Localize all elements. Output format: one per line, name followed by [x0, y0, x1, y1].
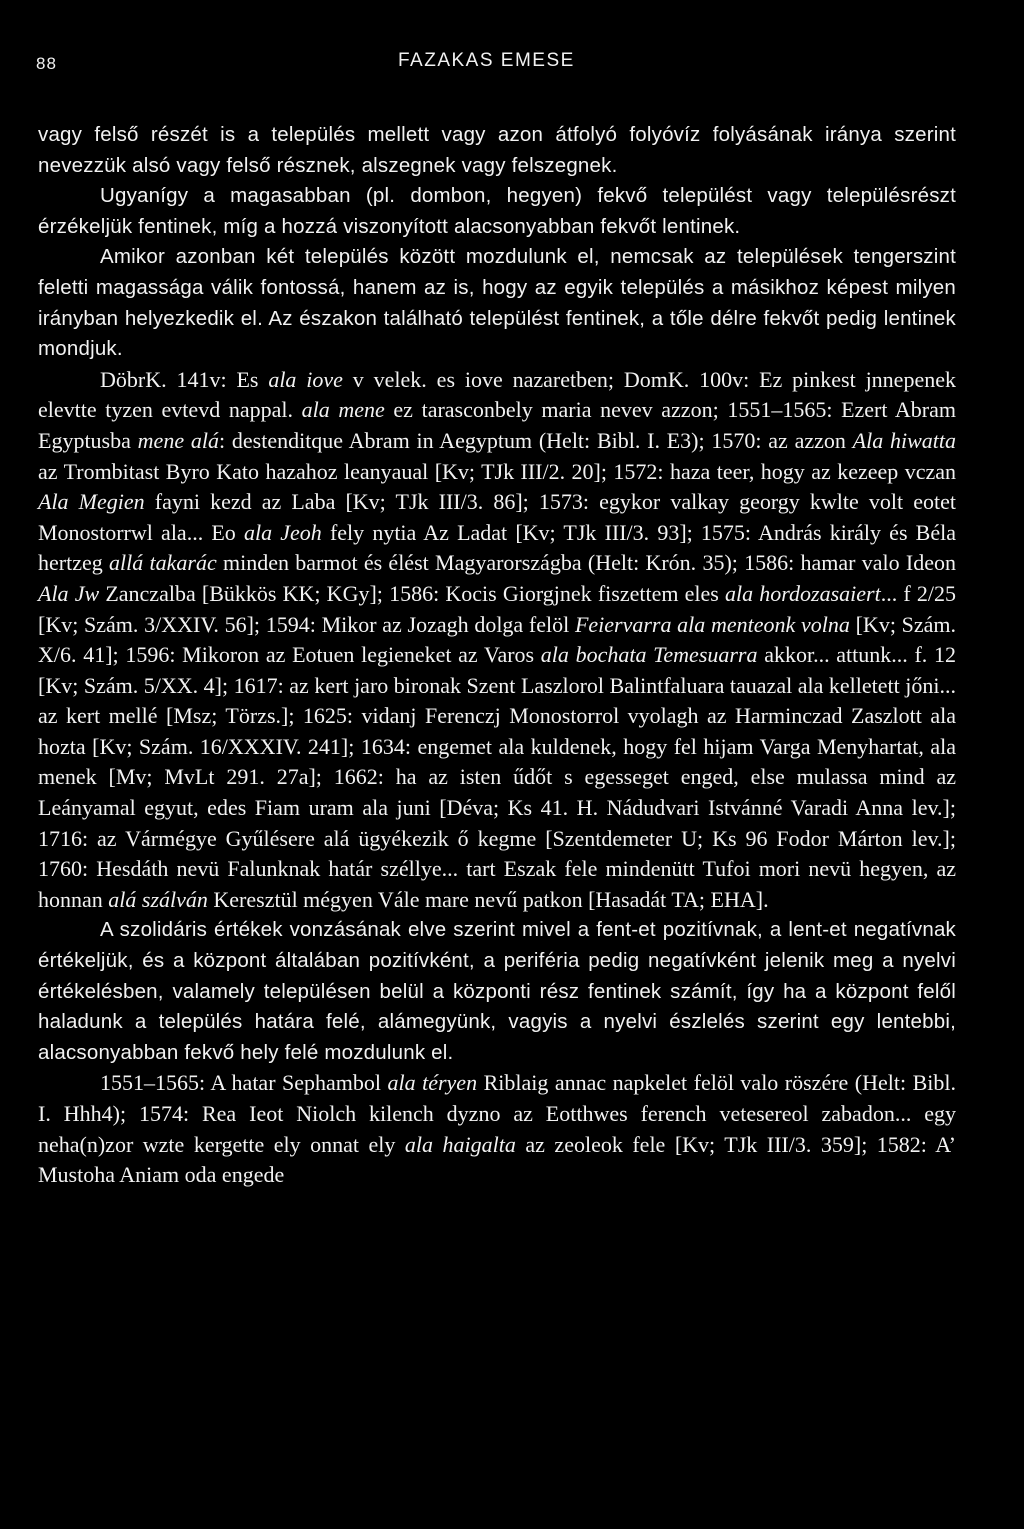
text-run: az zeoleok fele [Kv; TJk III/3. 359]; 1582: A’ Mustoha Aniam oda engede — [38, 1131, 956, 1188]
italic-run: ala hordozasaiert — [725, 580, 881, 606]
text-run: Riblaig annac napkelet felöl valo röszére (Helt: Bibl. I. Hhh4); 1574: Rea Ieot Niolch kilench dyzno az Eotthwes ferench vetesereol zabadon... egy neha(n)zor wzte kergette ely onnat ely — [38, 1070, 956, 1157]
italic-run: Ala hiwatta — [852, 427, 957, 453]
page-number: 88 — [36, 54, 57, 73]
text-run: 1551–1565: A hatar Sephambol — [100, 1070, 388, 1096]
italic-run: ala Jeoh — [243, 519, 322, 545]
text-run: A szolidáris értékek vonzásának elve szerint mivel a fent-et pozitívnak, a lent-et negatívnak értékeljük, és a központ általában pozitívként, a periféria pedig negatívként jelenik meg a nyelvi értékelésben, valamely településen belül a központi rész fentinek számít, így ha a központ felől haladunk a település határa felé, alámegyünk, vagyis a nyelvi észlelés szerint egy lentebbi, alacsonyabban fekvő hely felé mozdulunk el. — [38, 918, 956, 1064]
italic-run: allá takarác — [109, 550, 217, 576]
text-run: akkor... attunk... f. 12 [Kv; Szám. 5/XX. 4]; 1617: az kert jaro bironak Szent Laszlorol Balintfaluara tauazal ala kelletett jőni... az kert mellé [Msz; Törzs.]; 1625: vidanj Ferenczj Monostorrol vyolagh az Harminczad Zaszlott ala hozta [Kv; Szám. 16/XXXIV. 241]; 1634: engemet ala kuldenek, hogy fel hijam Varga Menyhartat, ala menek [Mv; MvLt 291. 27a]; 1662: ha az isten űdőt s egesseget enged, else mulassa mind az Leányamal egyut, edes Fiam uram ala juni [Déva; Ks 41. H. Nádudvari Istvánné Varadi Anna lev.]; 1716: az Vármégye Gyűlésere alá ügyékezik ő kegme [Szentdemeter U; Ks 96 Fodor Márton lev.]; 1760: Hesdáth nevü Falunknak határ széllye... tart Eszak fele mindenütt Tufoi mori nevü hegyen, az honnan — [38, 642, 956, 912]
text-run: az Trombitast Byro Kato hazahoz leanyaual [Kv; TJk III/2. 20]; 1572: haza teer, hogy az kezeep vczan — [38, 458, 956, 484]
italic-run: Feiervarra ala menteonk volna — [574, 611, 850, 637]
paragraph-p4 — [38, 365, 956, 916]
text-run: ... f 2/25 [Kv; Szám. 3/XXIV. 56]; 1594: Mikor az Jozagh dolga felöl — [38, 580, 956, 637]
text-run: vagy felső részét is a település mellett vagy azon átfolyó folyóvíz folyásának iránya szerint nevezzük alsó vagy felső résznek, alszegnek vagy felszegnek. — [38, 123, 956, 177]
paragraph-p6 — [38, 1068, 956, 1190]
text-run: : destenditque Abram in Aegyptum (Helt: Bibl. I. E3); 1570: az azzon — [218, 427, 853, 453]
italic-run: ala iove — [268, 366, 343, 392]
italic-run: ala bochata Temesuarra — [540, 642, 758, 668]
text-run: Zanczalba [Bükkös KK; KGy]; 1586: Kocis Giorgjnek fiszettem eles — [99, 580, 725, 606]
italic-run: ala haigalta — [404, 1131, 516, 1157]
paragraph-p1 — [38, 120, 956, 181]
italic-run: mene alá — [137, 427, 219, 453]
body-text — [38, 120, 956, 1191]
text-run: v velek. es iove nazaretben; DomK. 100v: Ez pinkest jnnepenek elevtte tyzen evtevd nappal. — [38, 366, 956, 423]
running-head: FAZAKAS EMESE — [398, 50, 575, 71]
text-run: [Kv; Szám. X/6. 41]; 1596: Mikoron az Eotuen legieneket az Varos — [38, 611, 957, 668]
text-run: fely nytia Az Ladat [Kv; TJk III/3. 93]; 1575: András király és Béla hertzeg — [38, 519, 956, 576]
text-run: DöbrK. 141v: Es — [100, 366, 269, 392]
italic-run: ala téryen — [387, 1070, 478, 1096]
italic-run: alá szálván — [108, 886, 208, 912]
paragraph-p2 — [38, 181, 956, 242]
paragraph-p3 — [38, 242, 956, 364]
italic-run: ala mene — [301, 397, 385, 423]
text-run: fayni kezd az Laba [Kv; TJk III/3. 86]; 1573: egykor valkay georgy kwlte volt eotet Monostorrwl ala... Eo — [38, 489, 956, 545]
paragraph-p5 — [38, 915, 956, 1068]
text-run: minden barmot és élést Magyarországba (Helt: Krón. 35); 1586: hamar valo Ideon — [216, 550, 957, 576]
text-run: Ugyanígy a magasabban (pl. dombon, hegyen) fekvő települést vagy településrészt érzékeljük fentinek, míg a hozzá viszonyított alacsonyabban fekvőt lentinek. — [38, 184, 956, 238]
italic-run: Ala Jw — [38, 580, 100, 606]
text-run: Amikor azonban két település között mozdulunk el, nemcsak az települések tengerszint feletti magassága válik fontossá, hanem az is, hogy az egyik település a másikhoz képest milyen irányban helyezkedik el. Az északon található települést fentinek, a tőle délre fekvőt pedig lentinek mondjuk. — [38, 245, 956, 361]
text-run: ez tarasconbely maria nevev azzon; 1551–1565: Ezert Abram Egyptusba — [38, 397, 956, 453]
page-header — [0, 44, 1024, 84]
italic-run: Ala Megien — [38, 489, 145, 515]
text-run: Keresztül mégyen Vále mare nevű patkon [Hasadát TA; EHA]. — [207, 886, 769, 912]
